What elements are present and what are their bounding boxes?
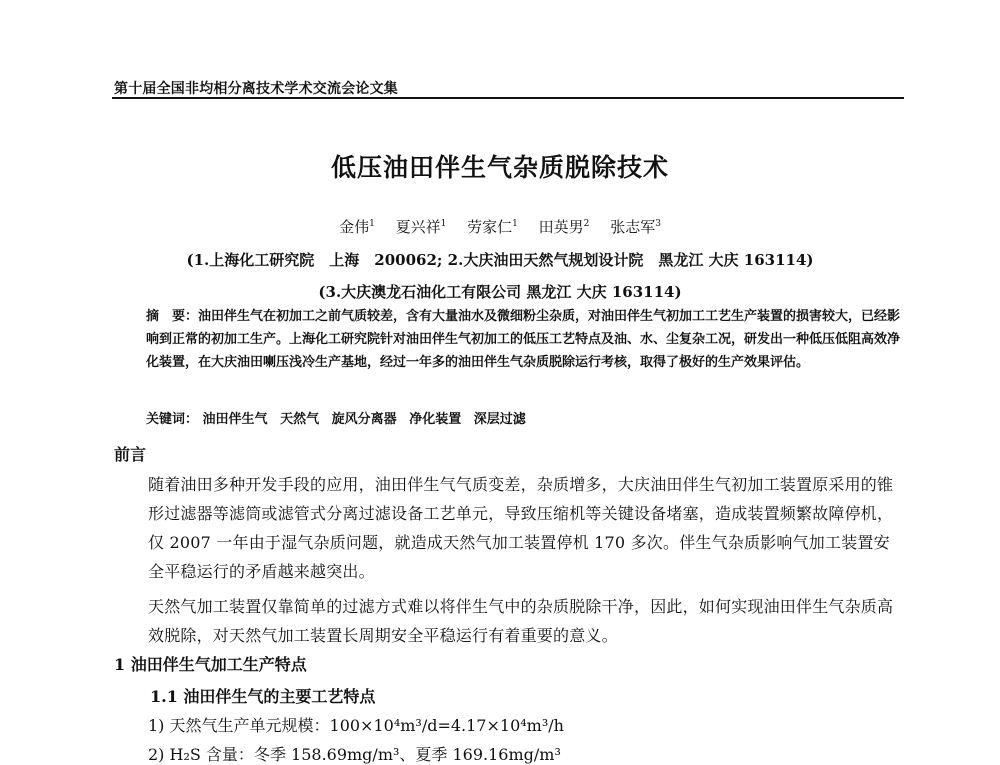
affiliation-line-1: (1.上海化工研究院 上海 200062; 2.大庆油田天然气规划设计院 黑龙江 大庆 163114): [186, 251, 814, 269]
author-list: [0, 216, 1000, 237]
keywords-label: 关键词：: [146, 412, 199, 427]
header-rule: [112, 97, 904, 99]
keywords: [146, 408, 906, 427]
paper-title: 低压油田伴生气杂质脱除技术: [330, 153, 669, 182]
list-item: [148, 742, 561, 765]
keyword: 深层过滤: [473, 412, 526, 427]
body-paragraph: 天然气加工装置仅靠简单的过滤方式难以将伴生气中的杂质脱除干净，因此，如何实现油田伴生气杂质高效脱除，对天然气加工装置长周期安全平稳运行有着重要的意义。: [148, 597, 894, 645]
running-header: 第十届全国非均相分离技术学术交流会论文集: [114, 81, 398, 97]
author: 金伟$^1$: [339, 218, 375, 236]
author: 夏兴祥$^1$: [395, 218, 447, 236]
affiliation-line-2: (3.大庆澳龙石油化工有限公司 黑龙江 大庆 163114): [318, 283, 682, 301]
author: 张志军$^3$: [610, 218, 661, 236]
list-item-value: 冬季 158.69mg/m³、夏季 169.16mg/m³: [253, 745, 561, 764]
body-paragraph: 随着油田多种开发手段的应用，油田伴生气气质变差，杂质增多，大庆油田伴生气初加工装置原采用的锥形过滤器等滤筒或滤管式分离过滤设备工艺单元，导致压缩机等关键设备堵塞，造成装置频繁故障停机，仅 2007 一年由于湿气杂质问题，就造成天然气加工装置停机 170 多次。伴生气杂质影响气加工装置安全平稳运行的矛盾越来越突出。: [148, 475, 894, 581]
keyword: 旋风分离器: [331, 412, 397, 427]
list-item-label: 2) H₂S 含量：: [148, 745, 254, 764]
section-1-heading: 1 油田伴生气加工生产特点: [114, 655, 307, 674]
abstract-text: 油田伴生气在初加工之前气质较差，含有大量油水及微细粉尘杂质，对油田伴生气初加工工艺生产装置的损害较大，已经影响到正常的初加工生产。上海化工研究院针对油田伴生气初加工的低压工艺特点及油、水、尘复杂工况，研发出一种低压低阻高效净化装置，在大庆油田喇压浅冷生产基地，经过一年多的油田伴生气杂质脱除运行考核，取得了极好的生产效果评估。: [146, 309, 901, 370]
list-item: [148, 713, 564, 736]
keyword: 油田伴生气: [202, 412, 268, 427]
preface-heading: 前言: [114, 445, 147, 464]
abstract-label: 摘 要：: [146, 309, 199, 324]
author: 劳家仁$^1$: [467, 218, 518, 236]
list-item-label: 1) 天然气生产单元规模：: [148, 716, 330, 735]
author: 田英男$^2$: [538, 218, 590, 236]
list-item-value: 100×10⁴m³/d=4.17×10⁴m³/h: [329, 716, 564, 735]
keyword: 天然气: [280, 412, 320, 427]
keyword: 净化装置: [409, 412, 462, 427]
abstract: [114, 305, 904, 374]
section-1-1-heading: 1.1 油田伴生气的主要工艺特点: [150, 687, 376, 706]
